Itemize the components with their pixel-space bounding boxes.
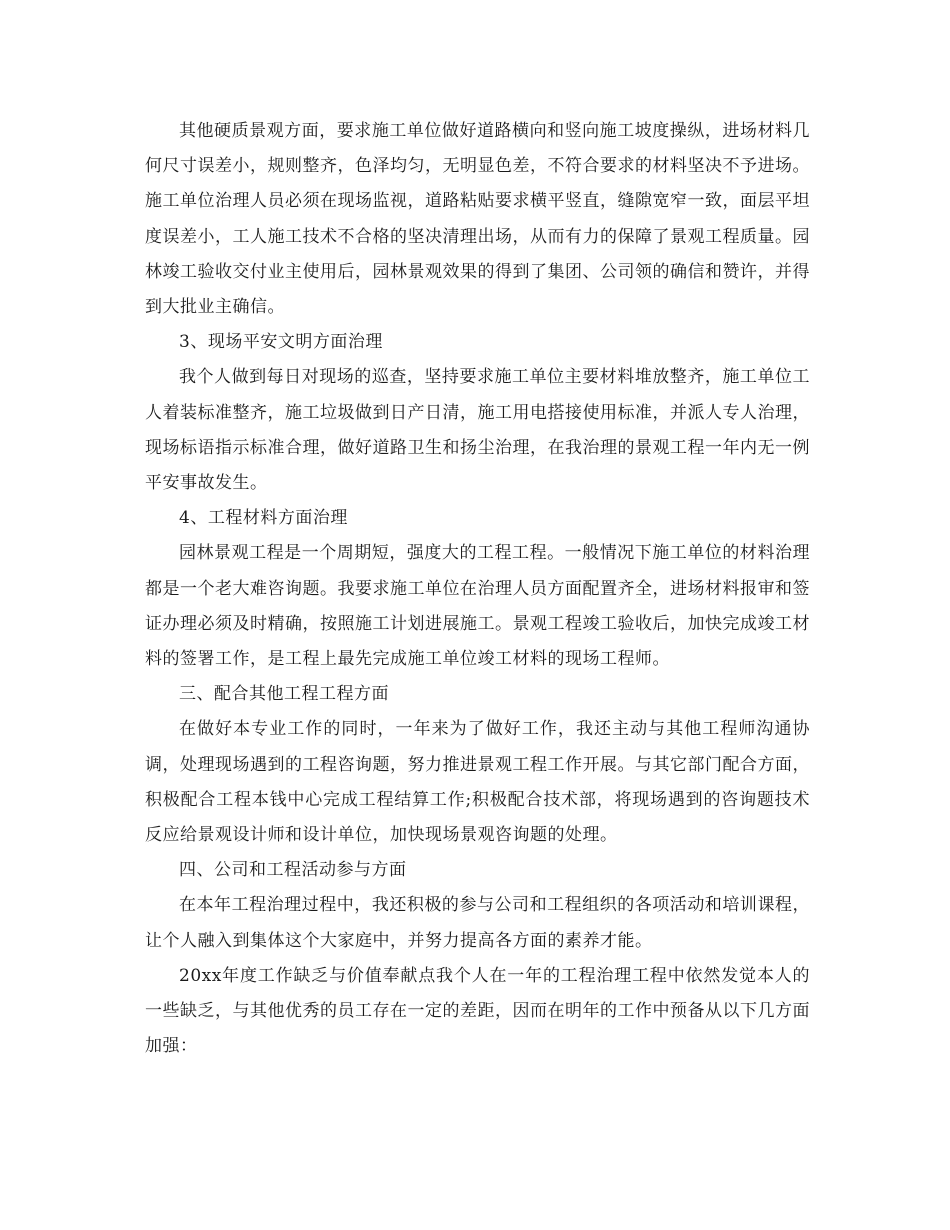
paragraph-cooperation: 在做好本专业工作的同时，一年来为了做好工作，我还主动与其他工程师沟通协调，处理现场遇到的工程咨询题，努力推进景观工程工作开展。与其它部门配合方面，积极配合工程本钱中心完成工程结算工作;积极配合技术部，将现场遇到的咨询题技术反应给景观设计师和设计单位，加快现场景观咨询题的处理。 (145, 719, 810, 846)
document-body (145, 114, 810, 1064)
paragraph-materials: 园林景观工程是一个周期短，强度大的工程工程。一般情况下施工单位的材料治理都是一个老大难咨询题。我要求施工单位在治理人员方面配置齐全，进场材料报审和签证办理必须及时精确，按照施工计划进展施工。景观工程竣工验收后，加快完成竣工材料的签署工作，是工程上最先完成施工单位竣工材料的现场工程师。 (145, 543, 810, 670)
section-heading-activities: 四、公司和工程活动参与方面 (179, 860, 407, 881)
paragraph-safety: 我个人做到每日对现场的巡查，坚持要求施工单位主要材料堆放整齐，施工单位工人着装标准整齐，施工垃圾做到日产日清，施工用电搭接使用标准，并派人专人治理，现场标语指示标准合理，做好道路卫生和扬尘治理，在我治理的景观工程一年内无一例平安事故发生。 (145, 367, 810, 494)
section-heading-safety: 3、现场平安文明方面治理 (179, 332, 383, 353)
section-heading-cooperation: 三、配合其他工程工程方面 (179, 684, 389, 705)
section-heading-materials: 4、工程材料方面治理 (179, 508, 348, 529)
paragraph-shortcomings: 20xx年度工作缺乏与价值奉献点我个人在一年的工程治理工程中依然发觉本人的一些缺乏，与其他优秀的员工存在一定的差距，因而在明年的工作中预备从以下几方面加强： (145, 965, 810, 1057)
paragraph-activities: 在本年工程治理过程中，我还积极的参与公司和工程组织的各项活动和培训课程，让个人融入到集体这个大家庭中，并努力提高各方面的素养才能。 (145, 895, 810, 951)
paragraph-hardscape: 其他硬质景观方面，要求施工单位做好道路横向和竖向施工坡度操纵，进场材料几何尺寸误差小，规则整齐，色泽均匀，无明显色差，不符合要求的材料坚决不予进场。施工单位治理人员必须在现场监视，道路粘贴要求横平竖直，缝隙宽窄一致，面层平坦度误差小，工人施工技术不合格的坚决清理出场，从而有力的保障了景观工程质量。园林竣工验收交付业主使用后，园林景观效果的得到了集团、公司领的确信和赞许，并得到大批业主确信。 (145, 121, 810, 318)
